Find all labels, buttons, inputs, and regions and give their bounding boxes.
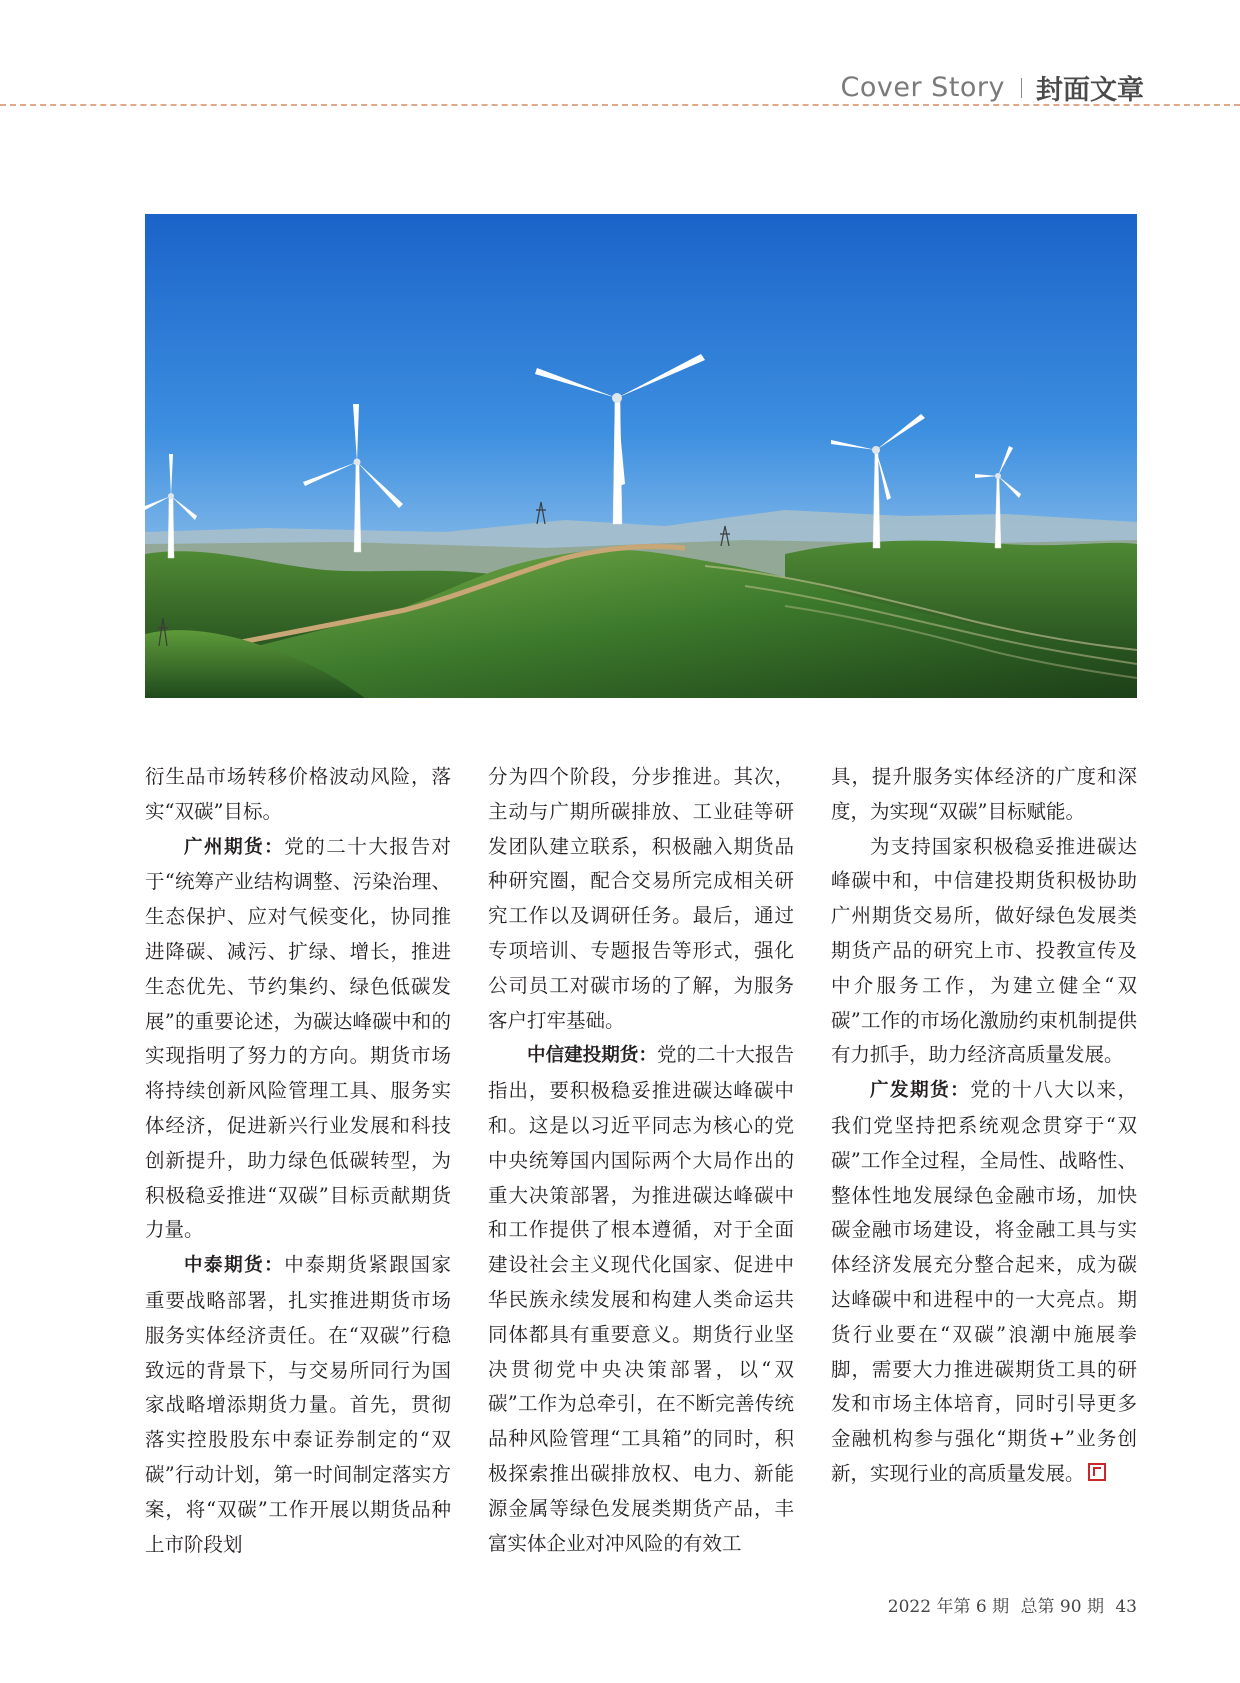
paragraph-lead: 广州期货： — [184, 836, 285, 858]
page-header — [0, 0, 1240, 105]
text-column-3 — [831, 760, 1137, 1492]
paragraph-text: 分为四个阶段，分步推进。其次，主动与广期所碳排放、工业硅等研发团队建立联系，积极融入期货品种研究圈，配合交易所完成相关研究工作以及调研任务。最后，通过专项培训、专题报告等形式，强化公司员工对碳市场的了解，为服务客户打牢基础。 — [488, 765, 794, 1032]
photo-illustration — [145, 214, 1137, 698]
wind-turbine-photo — [145, 214, 1137, 698]
paragraph-text: 党的二十大报告对于“统筹产业结构调整、污染治理、生态保护、应对气候变化，协同推进降碳、减污、扩绿、增长，推进生态优先、节约集约、绿色低碳发展”的重要论述，为碳达峰碳中和的实现指明了努力的方向。期货市场将持续创新风险管理工具、服务实体经济，促进新兴行业发展和科技创新提升，助力绿色低碳转型，为积极稳妥推进“双碳”目标贡献期货力量。 — [145, 834, 451, 1242]
paragraph — [488, 760, 794, 1038]
paragraph-text: 为支持国家积极稳妥推进碳达峰碳中和，中信建投期货积极协助广州期货交易所，做好绿色发展类期货产品的研究上市、投教宣传及中介服务工作，为建立健全“双碳”工作的市场化激励约束机制提供有力抓手，助力经济高质量发展。 — [831, 834, 1137, 1067]
text-column-1 — [145, 760, 451, 1562]
paragraph — [145, 1248, 451, 1562]
section-title — [841, 68, 1144, 107]
paragraph-lead: 广发期货： — [870, 1080, 971, 1102]
paragraph-lead: 中信建投期货： — [527, 1045, 658, 1067]
paragraph-text: 具，提升服务实体经济的广度和深度，为实现“双碳”目标赋能。 — [831, 765, 1137, 823]
paragraph — [145, 830, 451, 1249]
paragraph-text: 衍生品市场转移价格波动风险，落实“双碳”目标。 — [145, 765, 451, 823]
paragraph — [831, 760, 1137, 830]
paragraph — [145, 760, 451, 830]
paragraph — [831, 830, 1137, 1074]
paragraph-text: 中泰期货紧跟国家重要战略部署，扎实推进期货市场服务实体经济责任。在“双碳”行稳致远的背景下，与交易所同行为国家战略增添期货力量。首先，贯彻落实控股股东中泰证券制定的“双碳”行动计划，第一时间制定落实方案，将“双碳”工作开展以期货品种上市阶段划 — [145, 1253, 451, 1556]
issue-number: 2022 年第 6 期 — [887, 1597, 1010, 1617]
paragraph-text: 党的二十大报告指出，要积极稳妥推进碳达峰碳中和。这是以习近平同志为核心的党中央统筹国内国际两个大局作出的重大决策部署，为推进碳达峰碳中和工作提供了根本遵循，对于全面建设社会主义现代化国家、促进中华民族永续发展和构建人类命运共同体都具有重要意义。期货行业坚决贯彻党中央决策部署，以“双碳”工作为总牵引，在不断完善传统品种风险管理“工具箱”的同时，积极探索推出碳排放权、电力、新能源金属等绿色发展类期货产品，丰富实体企业对冲风险的有效工 — [488, 1043, 794, 1555]
title-separator — [1021, 78, 1022, 98]
section-title-cn: 封面文章 — [1036, 75, 1144, 106]
paragraph-lead: 中泰期货： — [184, 1255, 285, 1277]
header-dashed-rule — [0, 104, 1240, 106]
text-column-2 — [488, 760, 794, 1561]
section-title-en: Cover Story — [840, 72, 1005, 103]
total-issue-number: 总第 90 期 — [1020, 1597, 1104, 1617]
paragraph-text: 党的十八大以来，我们党坚持把系统观念贯穿于“双碳”工作全过程，全局性、战略性、整体性地发展绿色金融市场，加快碳金融市场建设，将金融工具与实体经济发展充分整合起来，成为碳达峰碳中和进程中的一大亮点。期货行业要在“双碳”浪潮中施展拳脚，需要大力推进碳期货工具的研发和市场主体培育，同时引导更多金融机构参与强化“期货+”业务创新，实现行业的高质量发展。 — [831, 1078, 1137, 1485]
page-footer — [882, 1592, 1137, 1617]
page-number: 43 — [1115, 1597, 1137, 1617]
article-end-icon — [1088, 1463, 1106, 1481]
paragraph — [488, 1038, 794, 1561]
paragraph — [831, 1073, 1137, 1492]
